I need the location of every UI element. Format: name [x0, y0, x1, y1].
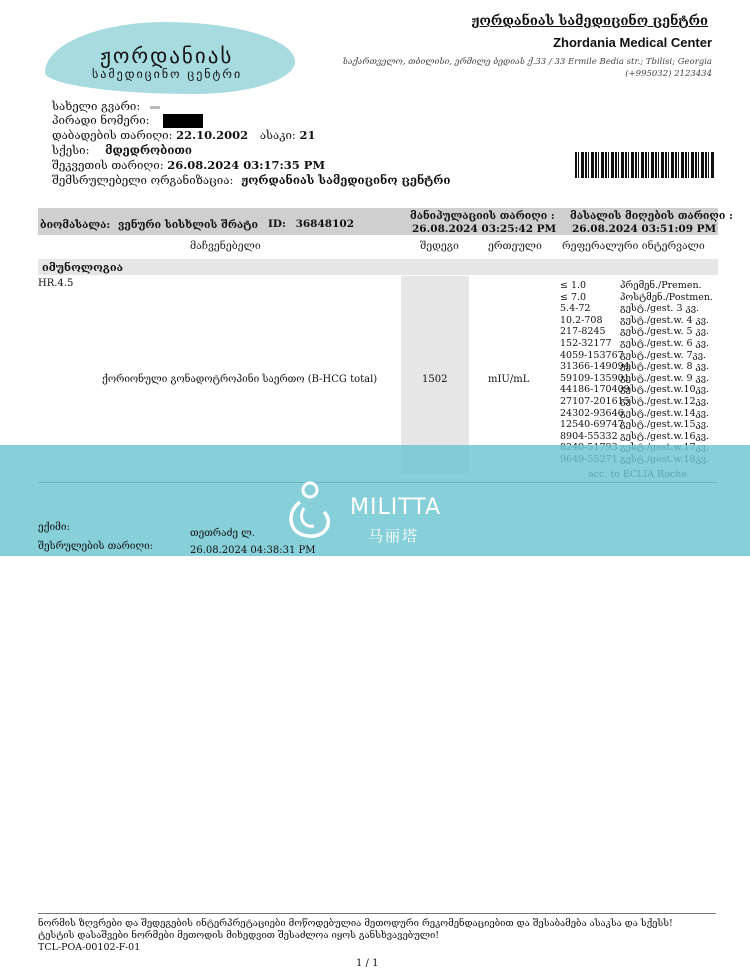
reference-range: 4059-153767	[560, 349, 624, 361]
reference-range: 8904-55332	[560, 430, 618, 442]
clinic-name-en: Zhordania Medical Center	[553, 35, 712, 50]
sex-value: მდედრობითი	[105, 143, 192, 157]
reference-range: 5.4-72	[560, 303, 591, 315]
doctor-label: ექიმი:	[38, 522, 70, 533]
reference-label: გესტ./gest.w.15კვ.	[620, 419, 710, 431]
order-date-row	[52, 158, 325, 172]
order-date-label: შეკვეთის თარიღი:	[52, 158, 164, 172]
reference-range: 27107-201615	[560, 396, 630, 407]
age-value: 21	[299, 128, 316, 142]
reference-range: 24302-93646	[560, 407, 624, 419]
logo-line2: სამედიცინო ცენტრი	[92, 67, 243, 81]
reference-label: გესტ./gest.w. 9 კვ.	[620, 372, 710, 384]
test-code: HR.4.5	[38, 278, 74, 289]
col-reference: რეფერალური ინტერვალი	[562, 240, 705, 252]
reference-range: 10.2-708	[560, 314, 603, 326]
completion-date-label: შესრულების თარიღი:	[38, 541, 154, 552]
manipulation-date-label: მანიპულაციის თარიღი :	[410, 210, 555, 222]
watermark-brand-cn: 马丽塔	[368, 527, 420, 545]
order-date-value: 26.08.2024 03:17:35 PM	[167, 158, 326, 172]
sample-id-value: 36848102	[295, 218, 355, 230]
sample-id-label: ID:	[268, 218, 286, 230]
test-unit: mIU/mL	[488, 374, 530, 385]
patient-id-label: პირადი ნომერი:	[52, 113, 150, 127]
reference-range: 44186-170409	[560, 384, 630, 396]
org-label: შემსრულებელი ორგანიზაცია:	[52, 173, 234, 187]
page-number: 1 / 1	[356, 958, 379, 969]
col-unit: ერთეული	[488, 240, 542, 252]
org-row	[52, 173, 450, 187]
patient-name-row	[52, 99, 160, 113]
reference-label: გესტ./gest.w. 4 კვ.	[620, 314, 710, 326]
collection-date-label: მასალის მიღების თარიღი :	[570, 210, 733, 222]
clinic-name-ka: ჟორდანიას სამედიცინო ცენტრი	[471, 14, 708, 29]
clinic-address: საქართველო, თბილისი, ერმილე ბედიას ქ.33 / 33 Ermile Bedia str.; Tbilisi; Georgia	[342, 57, 712, 67]
completion-date-value: 26.08.2024 04:38:31 PM	[190, 545, 316, 556]
reference-range: 217-8245	[560, 326, 606, 338]
patient-dob-row	[52, 128, 315, 142]
org-value: ჟორდანიას სამედიცინო ცენტრი	[241, 173, 451, 187]
redaction	[163, 114, 203, 128]
reference-range: 31366-149094	[560, 361, 630, 373]
material-value: ვენური სისხლის შრატი	[117, 219, 258, 231]
reference-label: გესტ./gest.w.16კვ.	[620, 430, 710, 442]
reference-label: გესტ./gest.w.12კვ.	[620, 396, 710, 407]
reference-label: გესტ./gest.w. 7კვ.	[620, 349, 707, 361]
sample-id-row	[268, 218, 354, 230]
reference-label: გესტ./gest.w. 8 კვ.	[620, 361, 710, 373]
reference-range: 59109-135901	[560, 372, 630, 384]
reference-range: 152-32177	[560, 338, 612, 349]
age-label: ასაკი:	[259, 128, 296, 142]
patient-name-label: სახელი გვარი:	[52, 99, 141, 113]
doctor-value: თეთრაძე ლ.	[190, 528, 255, 539]
material-row	[40, 219, 258, 231]
patient-sex-row	[52, 143, 192, 157]
section-band	[38, 259, 718, 275]
material-label: ბიომასალა:	[40, 219, 111, 231]
reference-label: გესტ./gest.w. 5 კვ.	[620, 326, 710, 338]
barcode	[575, 152, 715, 178]
reference-range: ≤ 7.0	[560, 291, 587, 303]
redaction	[150, 106, 160, 109]
militta-logo-icon	[280, 478, 338, 540]
manipulation-date-value: 26.08.2024 03:25:42 PM	[412, 223, 557, 235]
collection-date-value: 26.08.2024 03:51:09 PM	[572, 223, 717, 235]
footer-doc-code: TCL-POA-00102-F-01	[38, 942, 141, 953]
col-result: შედეგი	[420, 240, 459, 252]
reference-label: გესტ./gest.w.14კვ.	[620, 407, 710, 419]
dob-value: 22.10.2002	[176, 128, 249, 142]
footer-note-2: ტესტის დასაშვები ნორმები მეთოდის მიხედვით შესაძლოა იყოს განსხვავებული!	[38, 930, 440, 941]
reference-label: გესტ./gest. 3 კვ.	[620, 303, 700, 315]
sex-label: სქესი:	[52, 143, 90, 157]
col-indicator: მაჩვენებელი	[190, 240, 261, 252]
reference-range: 12540-69747	[560, 419, 624, 431]
section-title: იმუნოლოგია	[42, 261, 124, 274]
watermark-brand: MILITTA	[350, 495, 442, 520]
logo-line1: ჟორდანიას	[100, 44, 234, 68]
reference-label: პრემენ./Premen.	[620, 280, 702, 291]
reference-label: გესტ./gest.w.10კვ.	[620, 384, 710, 396]
footer-note-1: ნორმის ზღვრები და შედეგების ინტერპრეტაციები მოწოდებულია მეთოდური რეკომენდაციებით და შესაბამება ასაკსა და სქესს!	[38, 918, 673, 929]
clinic-phone: (+995032) 2123434	[625, 69, 712, 79]
test-result: 1502	[422, 374, 448, 385]
reference-label: გესტ./gest.w. 6 კვ.	[620, 338, 710, 349]
reference-range: ≤ 1.0	[560, 280, 587, 291]
test-name: ქორიონული გონადოტროპინი საერთო (B-HCG total)	[102, 374, 378, 385]
dob-label: დაბადების თარიღი:	[52, 128, 173, 142]
footer-rule	[38, 913, 716, 914]
reference-label: პოსტმენ./Postmen.	[620, 291, 713, 303]
patient-id-row	[52, 113, 203, 128]
